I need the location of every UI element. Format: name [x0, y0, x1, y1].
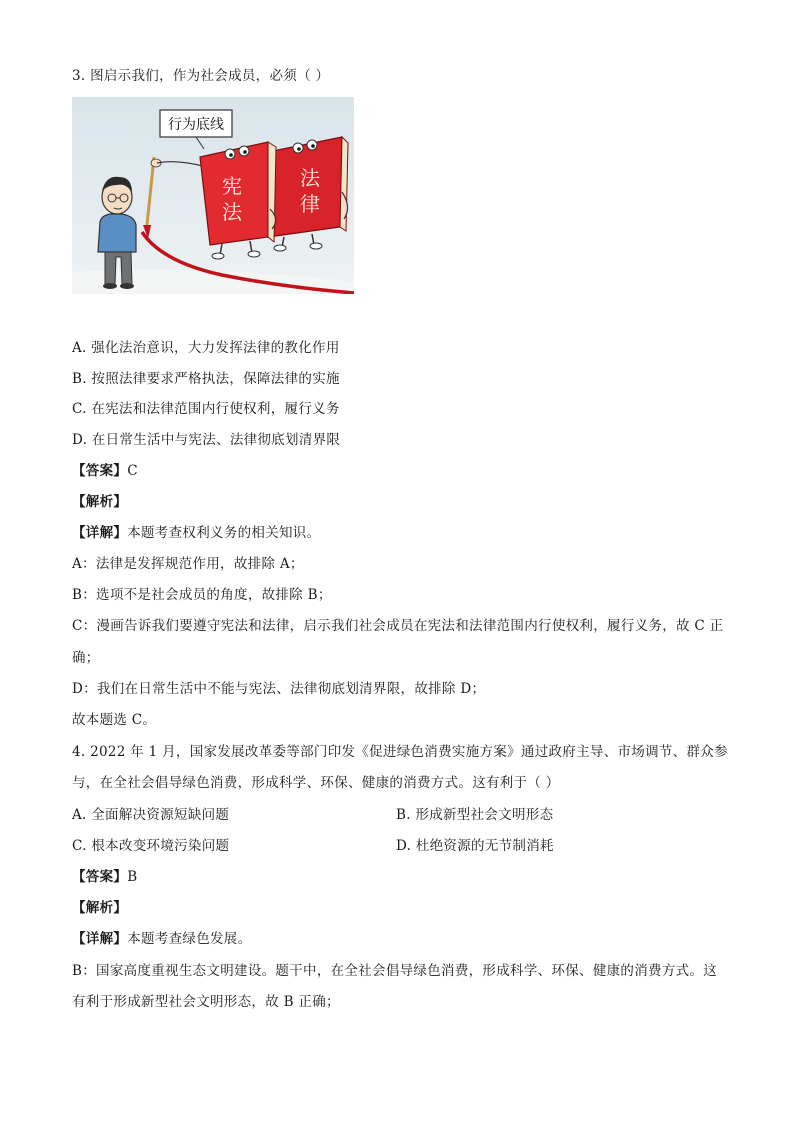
q3-option-b: B. 按照法律要求严格执法，保障法律的实施: [72, 371, 340, 387]
q3-explanation-d: D：我们在日常生活中不能与宪法、法律彻底划清界限，故排除 D；: [72, 681, 486, 697]
constitution-book-char-2: 法: [222, 200, 242, 224]
q3-option-d: D. 在日常生活中与宪法、法律彻底划清界限: [72, 432, 341, 448]
q3-explanation-c-line1: C：漫画告诉我们要遵守宪法和法律，启示我们社会成员在宪法和法律范围内行使权利，履行义务，故 C 正: [72, 618, 724, 634]
q3-stem: 3. 图启示我们，作为社会成员，必须（ ）: [72, 68, 330, 84]
q3-conclusion: 故本题选 C。: [72, 712, 157, 728]
constitution-book-char-1: 宪: [222, 174, 242, 198]
cartoon-illustration: [72, 97, 354, 294]
answer-tag: 【答案】: [72, 463, 128, 479]
q3-explanation-b: B：选项不是社会成员的角度，故排除 B；: [72, 587, 332, 603]
q3-explanation-c-line2: 确；: [72, 650, 100, 666]
q3-answer-line: [72, 461, 138, 481]
q4-explanation-b-line1: B：国家高度重视生态文明建设。题干中，在全社会倡导绿色消费，形成科学、环保、健康的消费方式。这: [72, 963, 718, 979]
answer-value: B: [127, 869, 138, 885]
law-book-char-2: 律: [300, 192, 320, 216]
q4-explanation-b-line2: 有利于形成新型社会文明形态，故 B 正确；: [72, 994, 340, 1010]
q4-detail-line: [72, 929, 251, 949]
detail-tag: 【详解】: [72, 931, 128, 947]
q4-option-b: B. 形成新型社会文明形态: [396, 807, 554, 823]
q3-explanation-a: A：法律是发挥规范作用，故排除 A；: [72, 556, 304, 572]
q3-option-a: A. 强化法治意识，大力发挥法律的教化作用: [72, 340, 340, 356]
answer-tag: 【答案】: [72, 869, 128, 885]
q4-stem-line2: 与，在全社会倡导绿色消费，形成科学、环保、健康的消费方式。这有利于（ ）: [72, 775, 560, 791]
q3-option-c: C. 在宪法和法律范围内行使权利，履行义务: [72, 401, 340, 417]
detail-tag: 【详解】: [72, 525, 128, 541]
q4-analysis-tag: 【解析】: [72, 900, 128, 916]
q4-option-a: A. 全面解决资源短缺问题: [72, 807, 230, 823]
answer-value: C: [127, 463, 138, 479]
q3-detail-line: [72, 523, 320, 543]
q4-answer-line: [72, 867, 137, 887]
q4-option-d: D. 杜绝资源的无节制消耗: [396, 838, 554, 854]
q4-option-c: C. 根本改变环境污染问题: [72, 838, 230, 854]
q3-analysis-tag: 【解析】: [72, 494, 128, 510]
law-book-char-1: 法: [300, 166, 320, 190]
detail-text: 本题考查绿色发展。: [127, 931, 252, 947]
detail-text: 本题考查权利义务的相关知识。: [127, 525, 321, 541]
sign-text: 行为底线: [168, 117, 224, 133]
q4-stem-line1: 4. 2022 年 1 月，国家发展改革委等部门印发《促进绿色消费实施方案》通过政府主导、市场调节、群众参: [72, 744, 728, 760]
